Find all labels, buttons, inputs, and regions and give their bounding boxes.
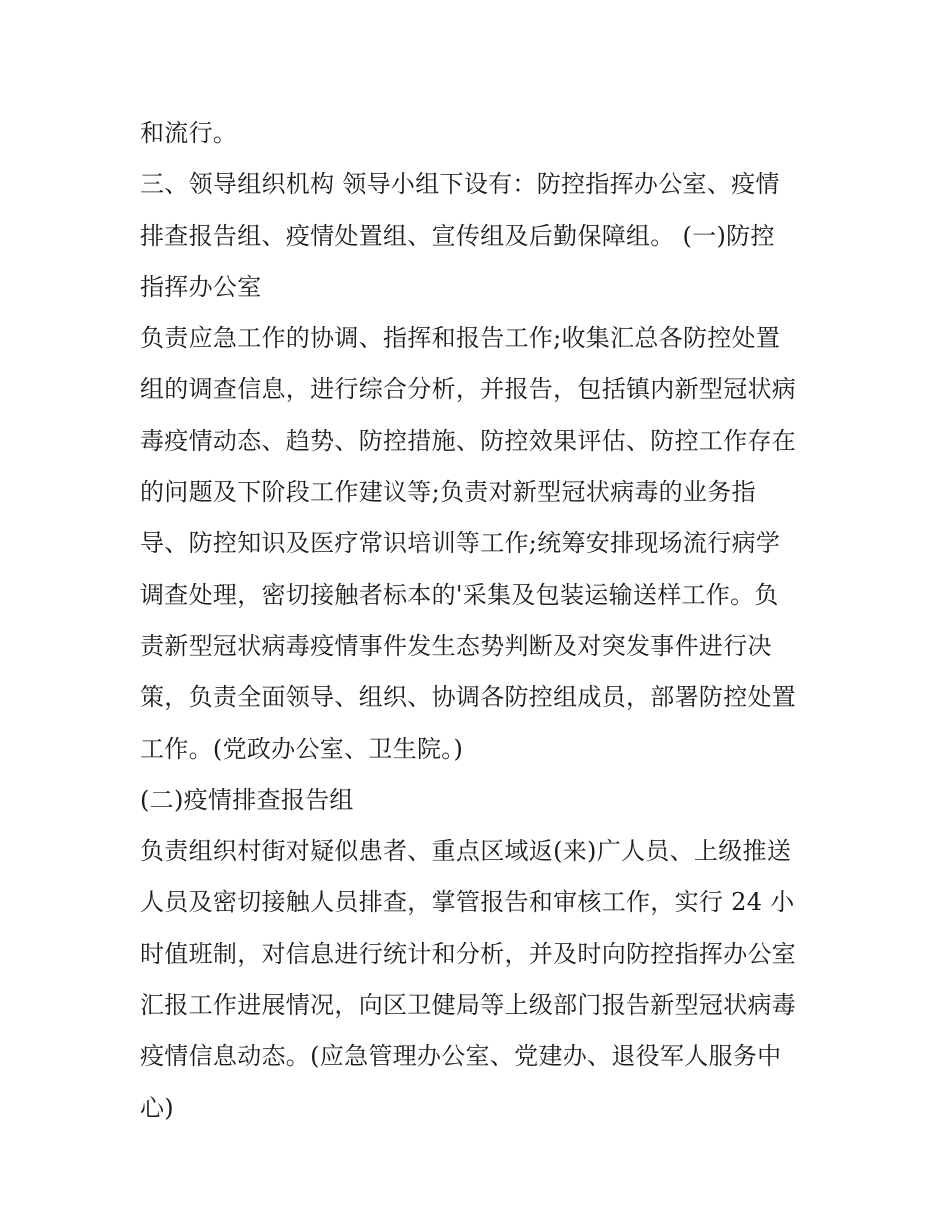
text-line: 调查处理，密切接触者标本的'采集及包装运输送样工作。负 <box>140 580 779 609</box>
text-line: 导、防控知识及医疗常识培训等工作;统筹安排现场流行病学 <box>140 529 781 558</box>
text-line: 和流行。 <box>140 119 238 147</box>
subsection-heading: (二)疫情排查报告组 <box>140 785 354 814</box>
text-line: 组的调查信息，进行综合分析，并报告，包括镇内新型冠状病 <box>140 375 797 404</box>
text-line: 汇报工作进展情况，向区卫健局等上级部门报告新型冠状病毒 <box>140 991 797 1020</box>
document-body <box>140 108 820 1134</box>
text-line: 毒疫情动态、趋势、防控措施、防控效果评估、防控工作存在 <box>140 426 797 455</box>
text-line: 责新型冠状病毒疫情事件发生态势判断及对突发事件进行决 <box>140 631 772 660</box>
text-line: 疫情信息动态。(应急管理办公室、党建办、退役军人服务中 <box>140 1042 782 1071</box>
section-heading-line: 三、领导组织机构 领导小组下设有：防控指挥办公室、疫情 <box>140 170 780 199</box>
text-line: 指挥办公室 <box>140 272 262 301</box>
text-line: 排查报告组、疫情处置组、宣传组及后勤保障组。 (一)防控 <box>140 221 775 250</box>
text-line: 时值班制，对信息进行统计和分析，并及时向防控指挥办公室 <box>140 939 797 968</box>
text-line: 心) <box>140 1093 174 1122</box>
text-line: 负责应急工作的协调、指挥和报告工作;收集汇总各防控处置 <box>140 324 781 353</box>
text-line: 策，负责全面领导、组织、协调各防控组成员，部署防控处置 <box>140 683 797 712</box>
text-line: 负责组织村街对疑似患者、重点区域返(来)广人员、上级推送 <box>140 837 792 866</box>
text-line: 的问题及下阶段工作建议等;负责对新型冠状病毒的业务指 <box>140 478 756 507</box>
text-line: 人员及密切接触人员排查，掌管报告和审核工作，实行 24 小 <box>140 888 795 917</box>
text-line: 工作。(党政办公室、卫生院。) <box>140 734 464 763</box>
